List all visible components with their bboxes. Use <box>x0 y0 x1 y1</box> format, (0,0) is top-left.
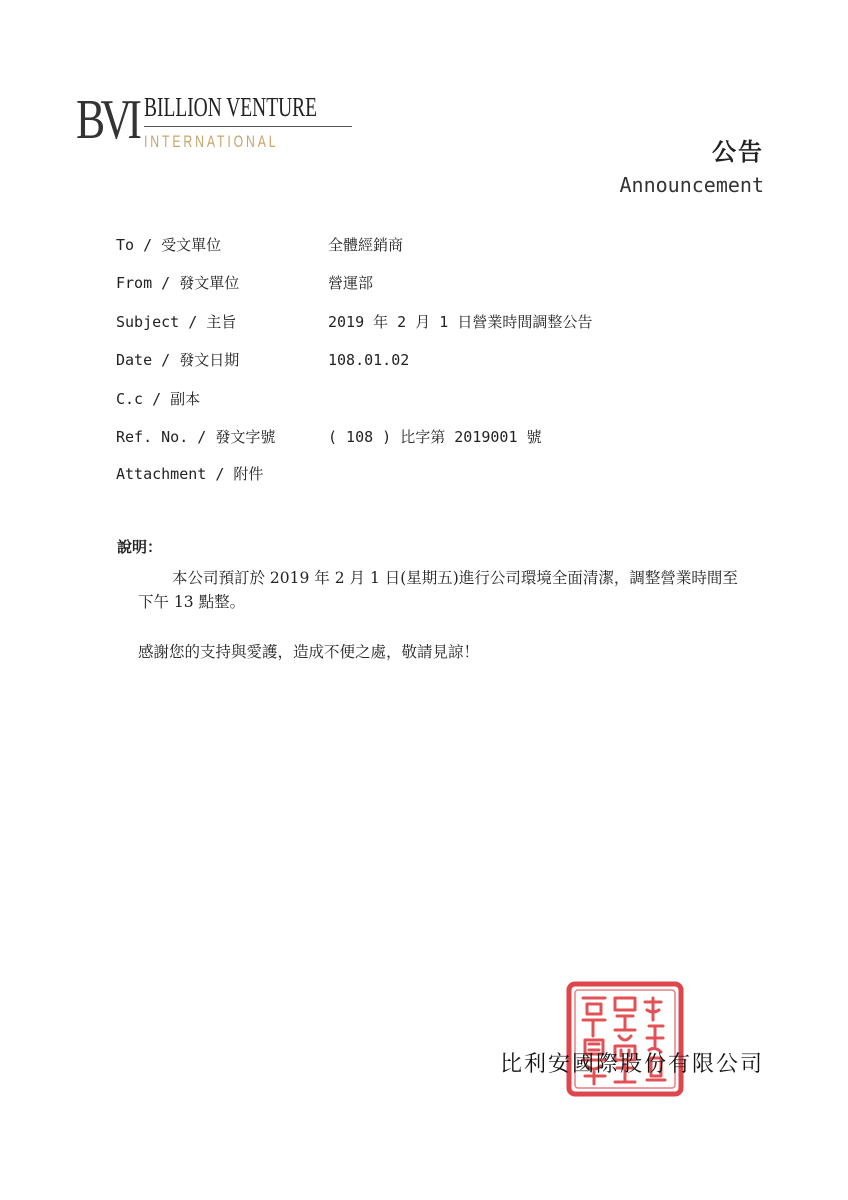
meta-label: Ref. No. / 發文字號 <box>116 428 276 446</box>
meta-label: Date / 發文日期 <box>116 351 240 369</box>
meta-value: 2019 年 2 月 1 日營業時間調整公告 <box>328 313 593 331</box>
meta-value: 108.01.02 <box>328 351 410 369</box>
logo-mark: BVI <box>76 89 138 151</box>
meta-label: To / 受文單位 <box>116 236 222 254</box>
meta-row-subject <box>116 309 756 335</box>
meta-row-ref <box>116 424 756 450</box>
section-title: 說明： <box>117 538 163 556</box>
company-logo <box>76 86 317 164</box>
logo-name: BILLION VENTURE <box>144 92 317 122</box>
company-seal-stamp <box>565 980 685 1098</box>
title-english: Announcement <box>619 173 764 197</box>
meta-label: Attachment / 附件 <box>116 465 264 483</box>
body-paragraph: 本公司預訂於 2019 年 2 月 1 日(星期五)進行公司環境全面清潔，調整營業時間至下午 13 點整。 <box>138 569 738 611</box>
meta-row-to <box>116 232 756 258</box>
meta-value: 營運部 <box>328 274 374 292</box>
meta-row-attachment <box>116 461 756 487</box>
meta-row-cc <box>116 386 756 412</box>
meta-value: 全體經銷商 <box>328 236 404 254</box>
meta-value: ( 108 ) 比字第 2019001 號 <box>328 428 542 446</box>
company-name: 比利安國際股份有限公司 <box>499 1052 764 1077</box>
logo-subtitle: INTERNATIONAL <box>144 132 279 151</box>
meta-label: C.c / 副本 <box>116 390 201 408</box>
meta-label: Subject / 主旨 <box>116 313 237 331</box>
meta-row-from <box>116 270 756 296</box>
meta-label: From / 發文單位 <box>116 274 240 292</box>
title-chinese: 公告 <box>712 138 764 166</box>
body-paragraph: 感謝您的支持與愛護，造成不便之處，敬請見諒！ <box>138 643 480 661</box>
meta-row-date <box>116 347 756 373</box>
logo-divider <box>144 126 352 127</box>
